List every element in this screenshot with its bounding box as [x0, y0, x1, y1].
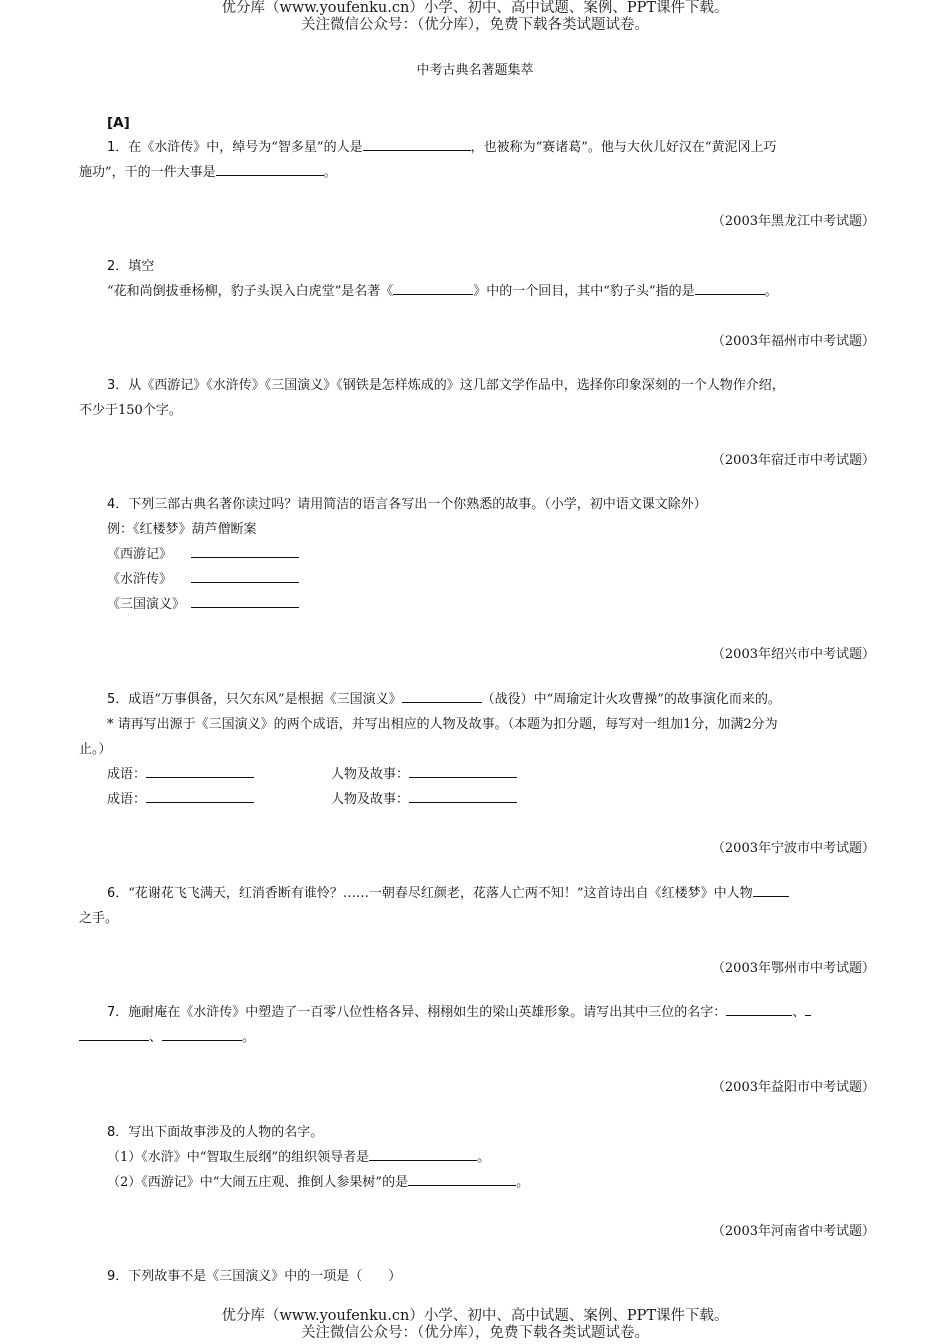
q2-blank-2[interactable]	[695, 280, 765, 295]
q8-source: （2003年河南省中考试题）	[711, 1224, 875, 1239]
q7-source: （2003年益阳市中考试题）	[711, 1080, 875, 1095]
q4-number: 4	[107, 497, 116, 512]
q8-sub-2: （2）《西游记》中“大闹五庄观、推倒人参果树”的是	[107, 1175, 409, 1190]
q1-blank-2[interactable]	[216, 161, 324, 176]
q4-book-3: 《三国演义》	[107, 597, 186, 612]
q6-source: （2003年鄂州市中考试题）	[711, 961, 875, 976]
q5-idiom-label-2: 成语：	[107, 792, 147, 807]
q8-end-2: 。	[516, 1175, 530, 1190]
q5-story-label-1: 人物及故事：	[331, 767, 410, 782]
footer-line-2: 关注微信公众号：（优分库），免费下载各类试题试卷。	[301, 1325, 649, 1341]
q1-text-c: 施功”，干的一件大事是	[79, 165, 216, 180]
section-label: [A]	[107, 115, 130, 131]
q3-number: 3	[107, 378, 116, 393]
q8-sub-1: （1）《水浒》中“智取生辰纲”的组织领导者是	[107, 1150, 370, 1165]
q2-title: ．填空	[115, 259, 155, 274]
q7-blank-1[interactable]	[726, 1001, 792, 1016]
header-line-2: 关注微信公众号：（优分库），免费下载各类试题试卷。	[301, 17, 649, 33]
q4-blank-2[interactable]	[191, 568, 299, 583]
q5-story-label-2: 人物及故事：	[331, 792, 410, 807]
q6-blank[interactable]	[753, 882, 789, 897]
q4-book-2: 《水浒传》	[107, 572, 173, 587]
q1-source: （2003年黑龙江中考试题）	[711, 214, 875, 229]
q2-blank-1[interactable]	[393, 280, 473, 295]
q9-text-a: ．下列故事不是《三国演义》中的一项是（ ）	[115, 1269, 402, 1284]
q3-text-a: ．从《西游记》《水浒传》《三国演义》《钢铁是怎样炼成的》这几部文学作品中，选择你印象深刻的一个人物作介绍，	[115, 378, 785, 393]
q4-source: （2003年绍兴市中考试题）	[711, 647, 875, 662]
q2-text-c: 。	[764, 284, 778, 299]
question-5	[79, 687, 874, 812]
question-4	[79, 492, 874, 617]
question-3	[79, 373, 874, 423]
q7-blank-2[interactable]	[79, 1026, 149, 1041]
q5-text-a: ．成语“万事俱备，只欠东风”是根据《三国演义》	[115, 692, 402, 707]
q5-idiom-label-1: 成语：	[107, 767, 147, 782]
q1-text-d: 。	[323, 165, 337, 180]
q6-number: 6	[107, 886, 116, 901]
q6-text-a: ．“花谢花飞飞满天，红消香断有谁怜？……一朝春尽红颜老，花落人亡两不知！”这首诗出自《红楼梦》中人物	[115, 886, 753, 901]
q7-text-a: ．施耐庵在《水浒传》中塑造了一百零八位性格各异、栩栩如生的梁山英雄形象。请写出其中三位的名字：	[115, 1005, 727, 1020]
page-footer	[0, 1308, 950, 1342]
question-7	[79, 1000, 874, 1050]
q5-number: 5	[107, 692, 116, 707]
q7-end: 。	[242, 1030, 256, 1045]
q6-text-b: 之手。	[79, 911, 119, 926]
q2-text-b: 》中的一个回目，其中“豹子头”指的是	[473, 284, 695, 299]
q5-story-blank-1[interactable]	[409, 763, 517, 778]
q2-text-a: “花和尚倒拔垂杨柳，豹子头误入白虎堂”是名著《	[107, 284, 394, 299]
q1-text-b: ，也被称为“赛诸葛”。他与大伙儿好汉在“黄泥冈上巧	[470, 140, 777, 155]
q5-story-blank-2[interactable]	[409, 788, 517, 803]
q5-text-b: （战役）中“周瑜定计火攻曹操”的故事演化而来的。	[481, 692, 781, 707]
q1-blank-1[interactable]	[363, 136, 471, 151]
q5-text-c: * 请再写出源于《三国演义》的两个成语，并写出相应的人物及故事。（本题为扣分题，每写对一组加1分，加满2分为	[107, 717, 778, 732]
q3-text-b: 不少于150个字。	[79, 403, 182, 418]
q4-blank-1[interactable]	[191, 543, 299, 558]
q5-idiom-blank-1[interactable]	[146, 763, 254, 778]
question-2	[79, 254, 874, 304]
q8-blank-2[interactable]	[408, 1171, 516, 1186]
footer-line-1: 优分库（www.youfenku.cn）小学、初中、高中试题、案例、PPT课件下载。	[221, 1308, 729, 1324]
question-1	[79, 135, 874, 185]
q8-blank-1[interactable]	[369, 1146, 477, 1161]
q7-number: 7	[107, 1005, 116, 1020]
q5-blank-battle[interactable]	[402, 688, 482, 703]
page-header	[0, 0, 950, 34]
question-9	[79, 1264, 874, 1289]
q7-blank-3[interactable]	[162, 1026, 242, 1041]
question-6	[79, 881, 874, 931]
q7-sep-2: 、	[149, 1030, 163, 1045]
q4-blank-3[interactable]	[191, 593, 299, 608]
q7-sep-1: 、	[792, 1005, 806, 1020]
q2-number: 2	[107, 259, 116, 274]
document-title: 中考古典名著题集萃	[416, 63, 534, 78]
q8-title: ．写出下面故事涉及的人物的名字。	[115, 1125, 324, 1140]
question-8	[79, 1120, 874, 1195]
q1-text-a: ．在《水浒传》中，绰号为“智多星”的人是	[115, 140, 363, 155]
q2-source: （2003年福州市中考试题）	[711, 334, 875, 349]
q4-book-1: 《西游记》	[107, 547, 173, 562]
q3-source: （2003年宿迁市中考试题）	[711, 453, 875, 468]
q5-idiom-blank-2[interactable]	[146, 788, 254, 803]
q8-number: 8	[107, 1125, 116, 1140]
q4-example: 例：《红楼梦》葫芦僧断案	[107, 522, 257, 537]
q1-number: 1	[107, 140, 116, 155]
header-line-1: 优分库（www.youfenku.cn）小学、初中、高中试题、案例、PPT课件下载。	[221, 0, 729, 16]
q5-text-d: 止。）	[79, 742, 112, 757]
q7-blank-2-start[interactable]	[805, 1001, 811, 1016]
q8-end-1: 。	[477, 1150, 491, 1165]
q4-text-a: ．下列三部古典名著你读过吗？请用简洁的语言各写出一个你熟悉的故事。（小学，初中语文课文除外）	[115, 497, 707, 512]
q9-number: 9	[107, 1269, 116, 1284]
q5-source: （2003年宁波市中考试题）	[711, 841, 875, 856]
